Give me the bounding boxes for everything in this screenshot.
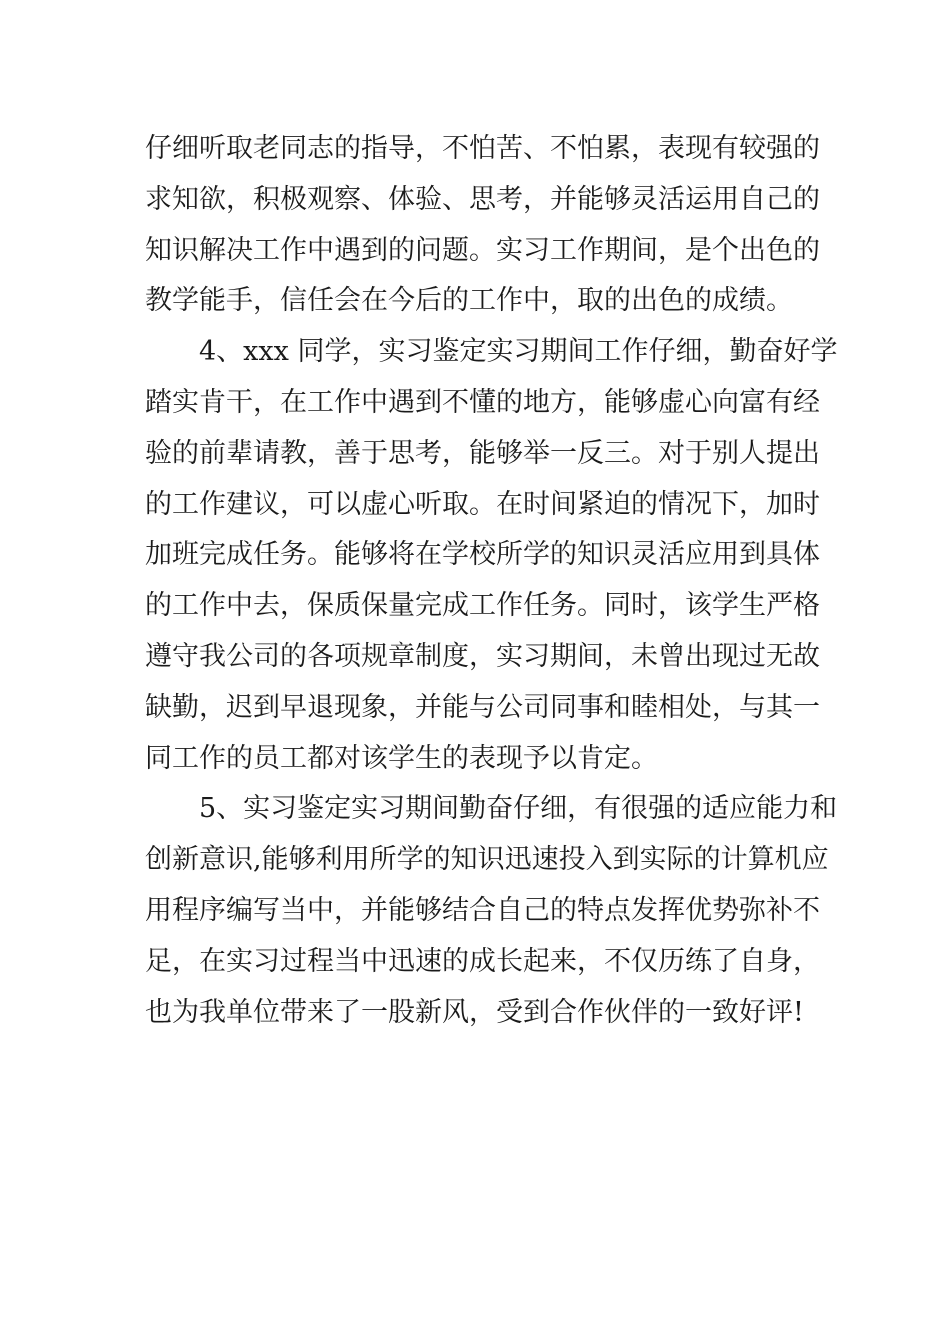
text-line: 创新意识,能够利用所学的知识迅速投入到实际的计算机应 (145, 844, 829, 876)
document-body (145, 124, 838, 1038)
text-line: 缺勤，迟到早退现象，并能与公司同事和睦相处，与其一 (145, 691, 820, 723)
text-line: 遵守我公司的各项规章制度，实习期间，未曾出现过无故 (145, 640, 820, 672)
text-line: 验的前辈请教，善于思考，能够举一反三。对于别人提出 (145, 437, 820, 469)
text-line: 也为我单位带来了一股新风，受到合作伙伴的一致好评! (145, 996, 804, 1028)
text-line: 求知欲，积极观察、体验、思考，并能够灵活运用自己的 (145, 183, 820, 215)
text-line: 5、实习鉴定实习期间勤奋仔细，有很强的适应能力和 (199, 793, 838, 825)
text-line: 的工作建议，可以虚心听取。在时间紧迫的情况下，加时 (145, 488, 820, 520)
text-line: 足，在实习过程当中迅速的成长起来，不仅历练了自身， (145, 945, 820, 977)
text-line: 4、xxx 同学，实习鉴定实习期间工作仔细，勤奋好学 (199, 336, 838, 368)
text-line: 用程序编写当中，并能够结合自己的特点发挥优势弥补不 (145, 894, 820, 926)
paragraph-continued (145, 124, 820, 327)
text-line: 仔细听取老同志的指导，不怕苦、不怕累，表现有较强的 (145, 133, 820, 164)
paragraph-5 (145, 784, 838, 1038)
text-line: 加班完成任务。能够将在学校所学的知识灵活应用到具体 (145, 539, 820, 571)
paragraph-4 (145, 327, 838, 784)
text-line: 知识解决工作中遇到的问题。实习工作期间，是个出色的 (145, 234, 820, 266)
text-line: 踏实肯干，在工作中遇到不懂的地方，能够虚心向富有经 (145, 386, 820, 418)
text-line: 的工作中去，保质保量完成工作任务。同时，该学生严格 (145, 590, 820, 622)
text-line: 教学能手，信任会在今后的工作中，取的出色的成绩。 (145, 285, 793, 317)
text-line: 同工作的员工都对该学生的表现予以肯定。 (145, 742, 658, 774)
